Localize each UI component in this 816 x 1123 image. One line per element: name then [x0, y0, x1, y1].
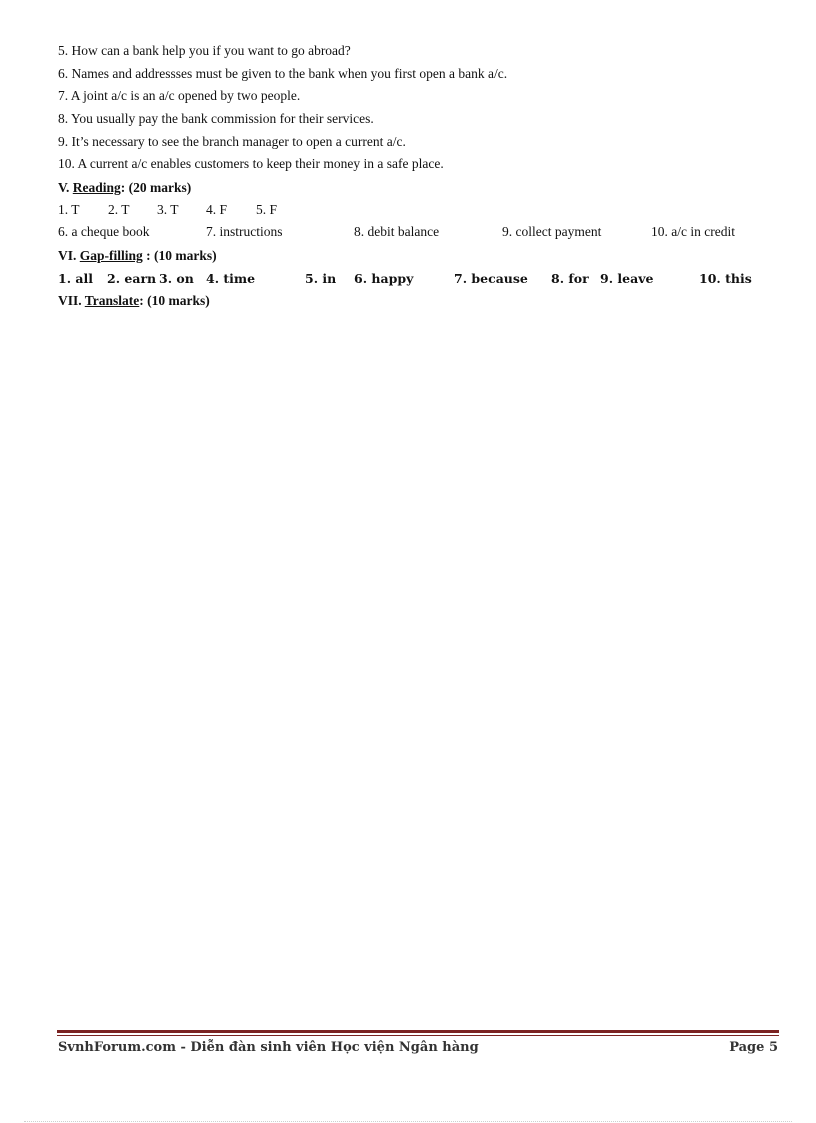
section-vi-suffix: : (10 marks) [142, 248, 217, 263]
reading-answer: 10. a/c in credit [651, 224, 735, 239]
section-v-prefix: V. [58, 180, 73, 195]
reading-answer: 4. F [206, 202, 228, 217]
gap-answer: 3. on [159, 271, 194, 286]
reading-answer: 1. T [58, 202, 80, 217]
reading-answer: 6. a cheque book [58, 224, 150, 239]
gap-answer: 5. in [305, 271, 337, 286]
answer-line: 5. How can a bank help you if you want to go abroad? [58, 43, 351, 58]
footer-site-name: SvnhForum.com - Diễn đàn sinh viên Học viện Ngân hàng [58, 1040, 479, 1055]
answer-line: 9. It’s necessary to see the branch manager to open a current a/c. [58, 134, 406, 149]
reading-answer: 7. instructions [206, 224, 283, 239]
gap-filling-row [58, 271, 778, 289]
answer-line: 6. Names and addressses must be given to the bank when you first open a bank a/c. [58, 66, 508, 81]
reading-answer: 3. T [157, 202, 179, 217]
reading-row-1 [58, 202, 778, 220]
section-vi-heading [58, 248, 217, 264]
section-vii-heading [58, 293, 210, 309]
section-vii-title: Translate [84, 293, 140, 308]
section-vii-suffix: : (10 marks) [139, 293, 210, 308]
section-vi-prefix: VI. [58, 248, 80, 263]
reading-answer: 8. debit balance [354, 224, 440, 239]
gap-answer: 10. this [699, 271, 752, 286]
gap-answer: 1. all [58, 271, 93, 286]
reading-answer: 5. F [256, 202, 278, 217]
gap-answer: 9. leave [600, 271, 654, 286]
section-v-title: Reading [72, 180, 121, 195]
section-vii-prefix: VII. [58, 293, 85, 308]
gap-answer: 4. time [206, 271, 256, 286]
section-v-suffix: : (20 marks) [120, 180, 192, 195]
reading-answer: 2. T [108, 202, 130, 217]
answer-line: 8. You usually pay the bank commission for their services. [58, 111, 374, 126]
reading-answer: 9. collect payment [502, 224, 602, 239]
reading-row-2 [58, 224, 778, 242]
answer-line: 10. A current a/c enables customers to keep their money in a safe place. [58, 156, 444, 171]
gap-answer: 6. happy [354, 271, 414, 286]
section-vi-title: Gap-filling [79, 248, 143, 263]
footer-divider-thin [57, 1035, 779, 1036]
gap-answer: 7. because [454, 271, 528, 286]
section-v-heading [58, 180, 191, 196]
footer-divider [57, 1030, 779, 1033]
gap-answer: 2. earn [107, 271, 157, 286]
answer-line: 7. A joint a/c is an a/c opened by two people. [58, 88, 301, 103]
page-edge-divider [24, 1121, 792, 1122]
gap-answer: 8. for [551, 271, 589, 286]
page-number: Page 5 [729, 1040, 778, 1055]
